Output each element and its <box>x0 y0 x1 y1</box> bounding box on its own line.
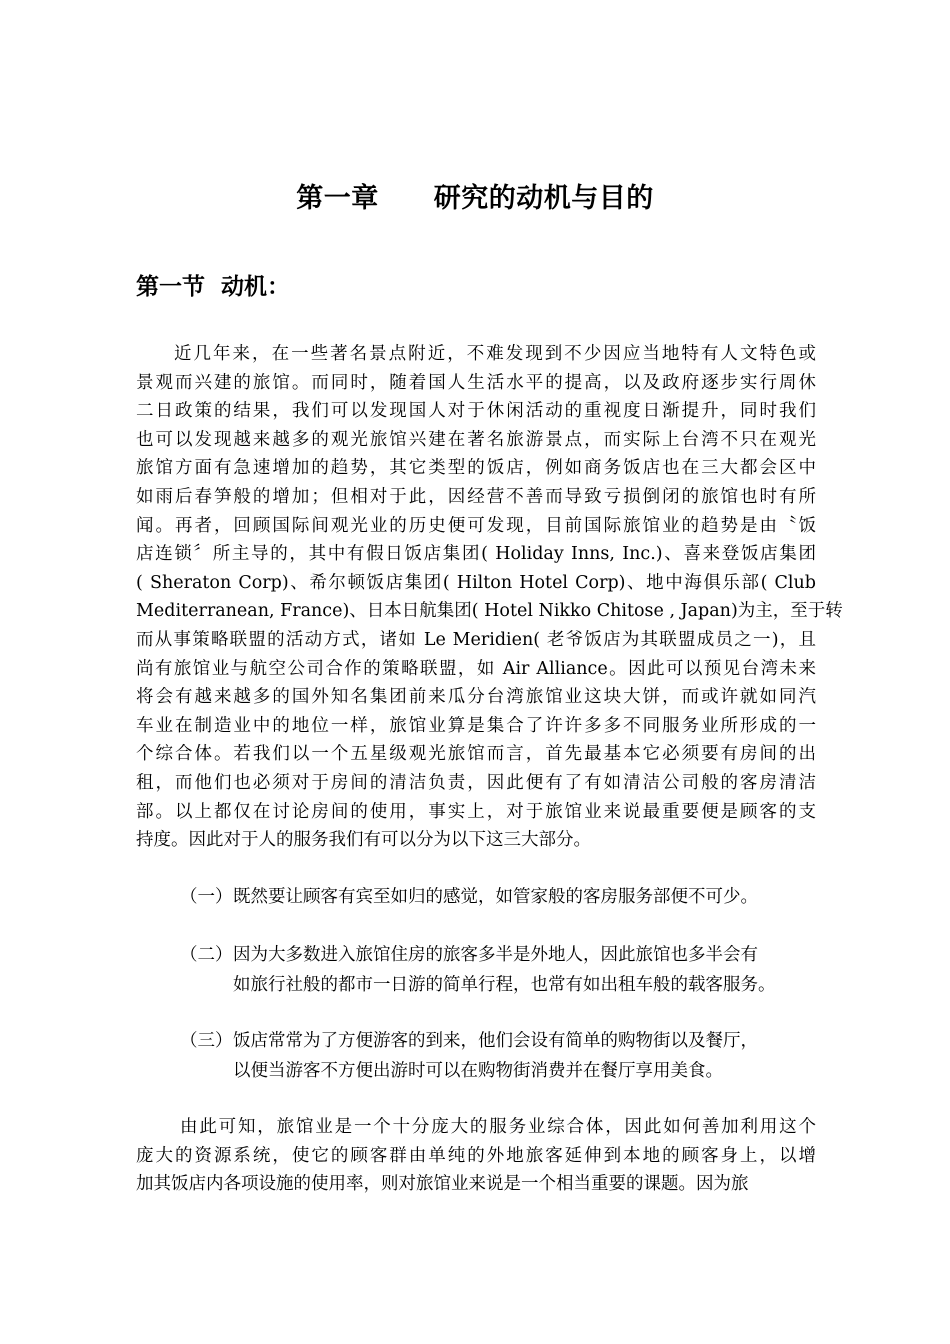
text-line: 如雨后春笋般的增加；但相对于此，因经营不善而导致亏损倒闭的旅馆也时有所 <box>136 486 816 507</box>
text-line: 将会有越来越多的国外知名集团前来瓜分台湾旅馆业这块大饼，而或许就如同汽 <box>136 687 816 708</box>
text-line: ( Sheraton Corp)、希尔顿饭店集团( Hilton Hotel Corp)、地中海俱乐部( Club <box>136 572 816 593</box>
text-line: 店连锁〞所主导的，其中有假日饭店集团( Holiday Inns, Inc.)、喜来登饭店集团 <box>136 544 816 565</box>
list-item-text: 以便当游客不方便出游时可以在购物街消费并在餐厅享用美食。 <box>233 1061 723 1081</box>
text-line: Mediterranean, France)、日本日航集团( Hotel Nikko Chitose , Japan)为主，至于转 <box>136 601 843 622</box>
list-item-3 <box>180 1026 758 1086</box>
text-line: 加其饭店内各项设施的使用率，则对旅馆业来说是一个相当重要的课题。因为旅 <box>136 1174 749 1195</box>
text-line: 近几年来，在一些著名景点附近，不难发现到不少因应当地特有人文特色或 <box>174 344 816 364</box>
body-paragraph-conclusion <box>136 1113 816 1199</box>
text-line: 也可以发现越来越多的观光旅馆兴建在著名旅游景点，而实际上台湾不只在观光 <box>136 429 816 450</box>
text-line: 租，而他们也必须对于房间的清洁负责，因此便有了有如清洁公司般的客房清洁 <box>136 772 816 793</box>
list-item-text: 因为大多数进入旅馆住房的旅客多半是外地人，因此旅馆也多半会有 <box>233 945 758 965</box>
list-marker: （一） <box>180 887 233 907</box>
text-line: 旅馆方面有急速增加的趋势，其它类型的饭店，例如商务饭店也在三大都会区中 <box>136 458 816 479</box>
text-line: 个综合体。若我们以一个五星级观光旅馆而言，首先最基本它必须要有房间的出 <box>136 744 816 765</box>
text-line: 由此可知，旅馆业是一个十分庞大的服务业综合体，因此如何善加利用这个 <box>180 1117 816 1137</box>
list-item-text: 如旅行社般的都市一日游的简单行程，也常有如出租车般的载客服务。 <box>233 975 776 995</box>
text-line: 二日政策的结果，我们可以发现国人对于休闲活动的重视度日渐提升，同时我们 <box>136 401 816 422</box>
list-marker: （三） <box>180 1031 233 1051</box>
text-line: 庞大的资源系统，使它的顾客群由单纯的外地旅客延伸到本地的顾客身上，以增 <box>136 1145 816 1166</box>
text-line: 尚有旅馆业与航空公司合作的策略联盟，如 Air Alliance。因此可以预见台湾未来 <box>136 658 816 679</box>
section-title: 第一节 动机： <box>136 273 291 300</box>
list-item-text: 饭店常常为了方便游客的到来，他们会设有简单的购物街以及餐厅， <box>233 1031 758 1051</box>
text-line: 车业在制造业中的地位一样，旅馆业算是集合了许许多多不同服务业所形成的一 <box>136 715 816 736</box>
text-line: 部。以上都仅在讨论房间的使用，事实上，对于旅馆业来说最重要便是顾客的支 <box>136 801 816 822</box>
list-item-1 <box>180 882 758 912</box>
text-line: 闻。再者，回顾国际间观光业的历史便可发现，目前国际旅馆业的趋势是由〝饭 <box>136 515 816 536</box>
body-paragraph-motivation <box>136 340 843 855</box>
text-line: 景观而兴建的旅馆。而同时，随着国人生活水平的提高，以及政府逐步实行周休 <box>136 372 816 393</box>
chapter-title: 第一章 研究的动机与目的 <box>296 183 654 214</box>
text-line: 而从事策略联盟的活动方式，诸如 Le Meridien( 老爷饭店为其联盟成员之一)，且 <box>136 629 816 650</box>
list-item-2 <box>180 940 776 1000</box>
list-item-text: 既然要让顾客有宾至如归的感觉，如管家般的客房服务部便不可少。 <box>233 887 758 907</box>
text-line: 持度。因此对于人的服务我们有可以分为以下这三大部分。 <box>136 830 591 851</box>
list-marker: （二） <box>180 945 233 965</box>
